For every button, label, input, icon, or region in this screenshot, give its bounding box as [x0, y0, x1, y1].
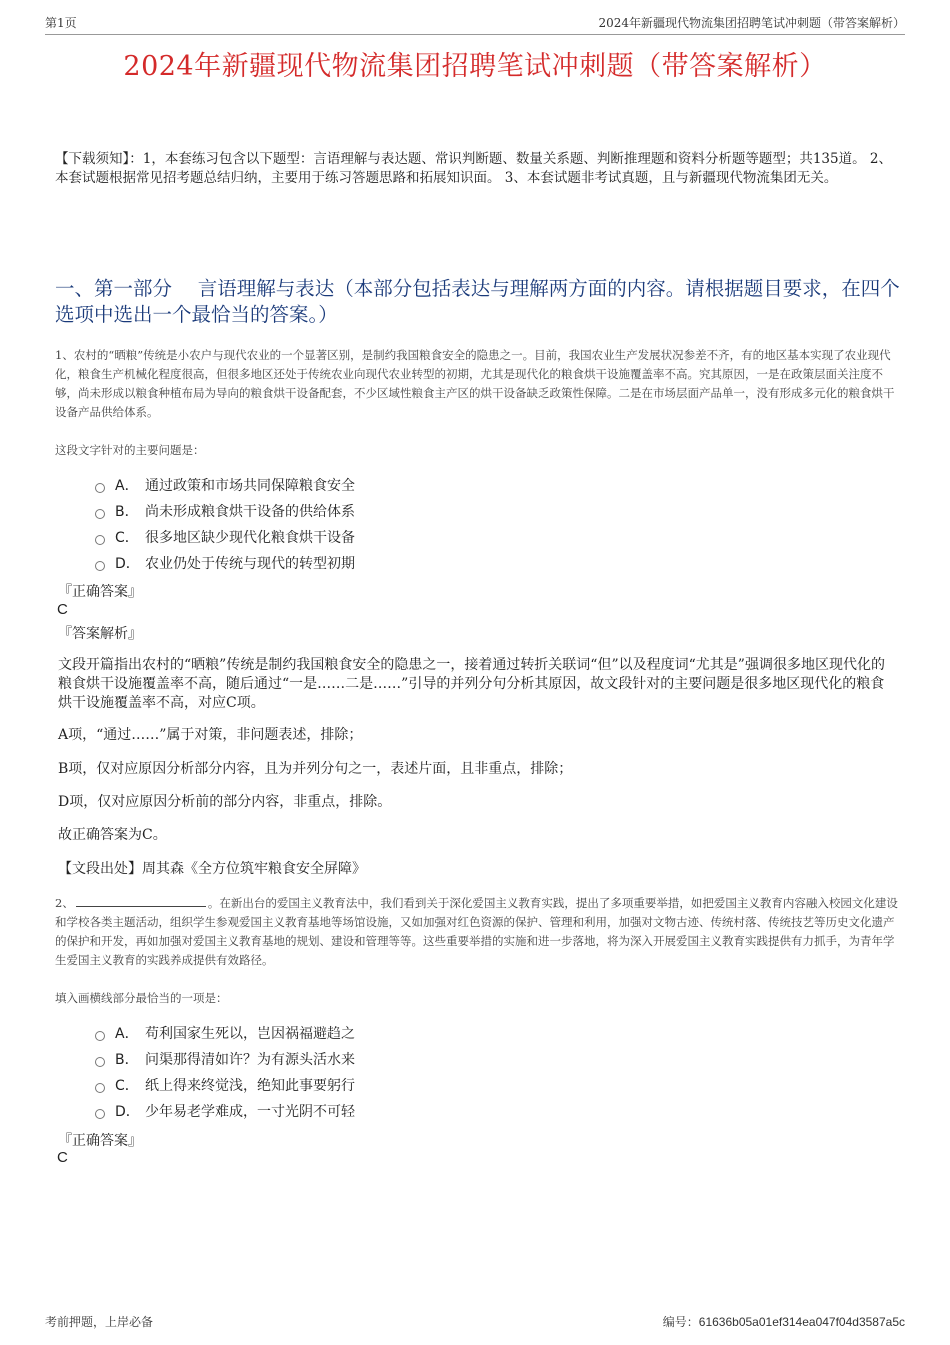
option-b[interactable] [95, 498, 355, 524]
analysis-option-d: D项，仅对应原因分析前的部分内容，非重点，排除。 [58, 794, 392, 810]
page-footer [45, 1313, 905, 1330]
option-text: 纸上得来终觉浅，绝知此事要躬行 [145, 1078, 355, 1094]
radio-icon[interactable] [95, 1109, 105, 1119]
question-2-prompt: 填入画横线部分最恰当的一项是： [55, 991, 228, 1005]
analysis-option-a: A项，“通过……”属于对策，非问题表述，排除； [58, 727, 363, 743]
question-2-number: 2、 [55, 896, 74, 910]
option-letter: D． [115, 556, 140, 572]
option-letter: A． [115, 1026, 139, 1042]
page-header [45, 14, 905, 35]
page-number: 第1页 [45, 16, 77, 30]
fill-blank [76, 896, 206, 907]
option-letter: B． [115, 1052, 139, 1068]
section-heading: 一、第一部分 言语理解与表达（本部分包括表达与理解两方面的内容。请根据题目要求，在四个选项中选出一个最恰当的答案。） [55, 277, 900, 326]
option-c[interactable] [95, 524, 355, 550]
answer-label: 『正确答案』 [58, 584, 142, 600]
option-a[interactable] [95, 472, 355, 498]
option-text: 通过政策和市场共同保障粮食安全 [145, 478, 355, 494]
option-text: 农业仍处于传统与现代的转型初期 [145, 556, 355, 572]
analysis-source: 【文段出处】周其森《全方位筑牢粮食安全屏障》 [58, 861, 366, 877]
code-value: 61636b05a01ef314ea047f04d3587a5c [698, 1315, 905, 1329]
radio-icon[interactable] [95, 1031, 105, 1041]
option-d[interactable] [95, 550, 355, 576]
option-b[interactable] [95, 1046, 355, 1072]
document-code [663, 1313, 905, 1330]
option-a[interactable] [95, 1020, 355, 1046]
radio-icon[interactable] [95, 1083, 105, 1093]
option-text: 苟利国家生死以，岂因祸福避趋之 [145, 1026, 355, 1042]
option-text: 尚未形成粮食烘干设备的供给体系 [145, 504, 355, 520]
radio-icon[interactable] [95, 509, 105, 519]
question-2-body: 。在新出台的爱国主义教育法中，我们看到关于深化爱国主义教育实践，提出了多项重要举措，如把爱国主义教育内容融入校园文化建设和学校各类主题活动，组织学生参观爱国主义教育基地等场馆设施，又如加强对红色资源的保护、管理和利用，加强对文物古迹、传统村落、传统技艺等历史文化遗产的保护和开发，再如加强对爱国主义教育基地的规划、建设和管理等等。这些重要举措的实施和进一步落地，将为深入开展爱国主义教育实践提供有力抓手，为青年学生爱国主义教育的实践养成提供有效路径。 [55, 896, 898, 967]
question-1-options [95, 472, 355, 576]
option-text: 问渠那得清如许？为有源头活水来 [145, 1052, 355, 1068]
option-text: 少年易老学难成，一寸光阴不可轻 [145, 1104, 355, 1120]
radio-icon[interactable] [95, 535, 105, 545]
option-c[interactable] [95, 1072, 355, 1098]
option-letter: C． [115, 1078, 139, 1094]
radio-icon[interactable] [95, 1057, 105, 1067]
answer-label: 『正确答案』 [58, 1133, 142, 1149]
page-title: 2024年新疆现代物流集团招聘笔试冲刺题（带答案解析） [123, 51, 827, 82]
radio-icon[interactable] [95, 561, 105, 571]
option-letter: C． [115, 530, 139, 546]
question-1-prompt: 这段文字针对的主要问题是： [55, 443, 205, 457]
download-notice: 【下载须知】：1，本套练习包含以下题型：言语理解与表达题、常识判断题、数量关系题、判断推理题和资料分析题等题型；共135道。 2、本套试题根据常见招考题总结归纳，主要用于练习答题思路和拓展知识面。 3、本套试题非考试真题，且与新疆现代物流集团无关。 [55, 151, 892, 186]
correct-answer: C [57, 601, 68, 618]
code-label: 编号： [662, 1315, 699, 1329]
analysis-conclusion: 故正确答案为C。 [58, 827, 167, 843]
analysis-label: 『答案解析』 [58, 626, 142, 642]
option-letter: B． [115, 504, 139, 520]
option-letter: A． [115, 478, 139, 494]
option-letter: D． [115, 1104, 140, 1120]
option-d[interactable] [95, 1098, 355, 1124]
radio-icon[interactable] [95, 483, 105, 493]
correct-answer: C [57, 1149, 68, 1166]
question-2-options [95, 1020, 355, 1124]
analysis-paragraph: 文段开篇指出农村的“晒粮”传统是制约我国粮食安全的隐患之一，接着通过转折关联词“但”以及程度词“尤其是”强调很多地区现代化的粮食烘干设施覆盖率不高，随后通过“一是……二是……”引导的并列分句分析其原因，故文段针对的主要问题是很多地区现代化的粮食烘干设施覆盖率不高，对应C项。 [58, 657, 885, 711]
header-doc-title: 2024年新疆现代物流集团招聘笔试冲刺题（带答案解析） [598, 16, 905, 30]
question-1-text: 1、农村的“晒粮”传统是小农户与现代农业的一个显著区别，是制约我国粮食安全的隐患之一。目前，我国农业生产发展状况参差不齐，有的地区基本实现了农业现代化，粮食生产机械化程度很高，但很多地区还处于传统农业向现代农业转型的初期，尤其是现代化的粮食烘干设施覆盖率不高。究其原因，一是在政策层面关注度不够，尚未形成以粮食种植布局为导向的粮食烘干设备配套，不少区域性粮食主产区的烘干设备缺乏政策性保障。二是在市场层面产品单一，没有形成多元化的粮食烘干设备产品供给体系。 [55, 348, 895, 419]
option-text: 很多地区缺少现代化粮食烘干设备 [145, 530, 355, 546]
analysis-option-b: B项，仅对应原因分析部分内容，且为并列分句之一，表述片面，且非重点，排除； [58, 761, 573, 777]
footer-slogan: 考前押题，上岸必备 [45, 1315, 154, 1329]
question-2-text [55, 894, 900, 970]
